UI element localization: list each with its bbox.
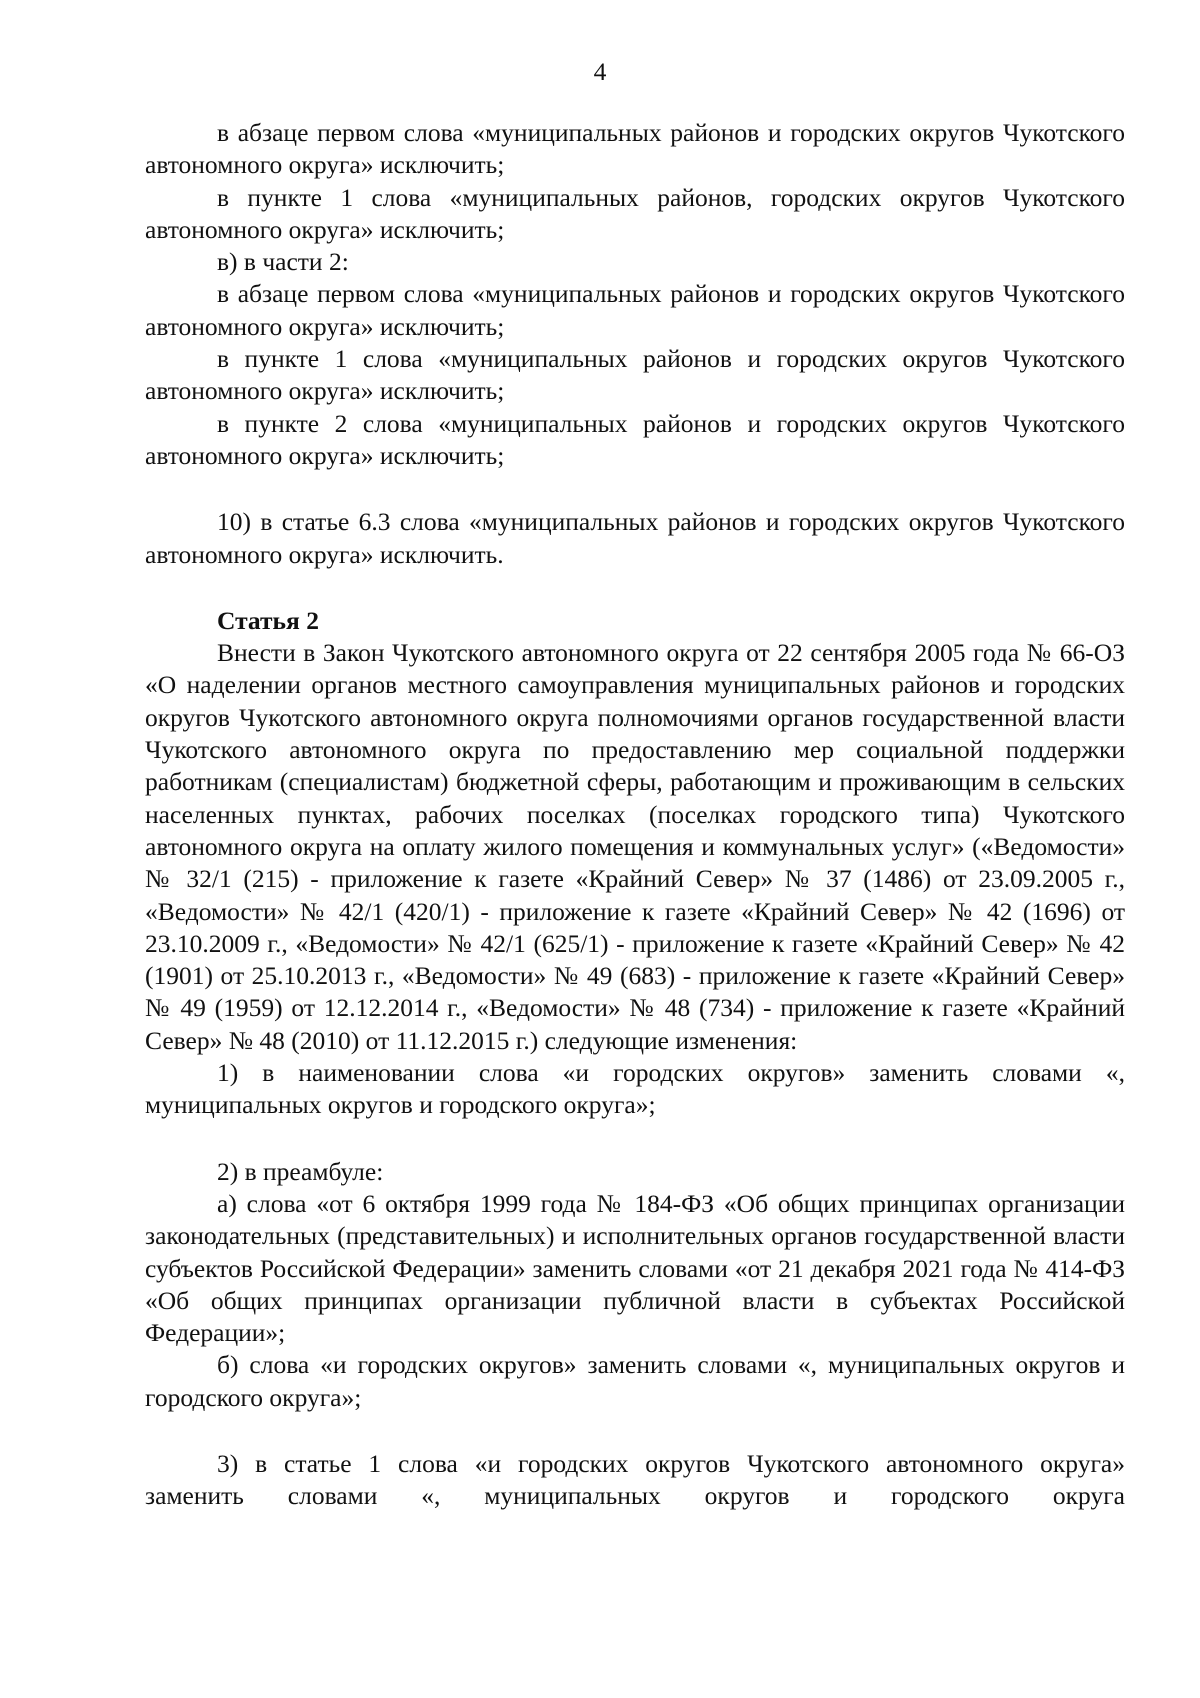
spacer (145, 1122, 1125, 1156)
article-heading: Статья 2 (217, 605, 319, 635)
item-2: 2) в преамбуле: (217, 1156, 384, 1186)
item-10: 10) в статье 6.3 слова «муниципальных районов и городских округов Чукотского автономного округа» исключить. (145, 507, 1125, 569)
spacer (145, 1414, 1125, 1448)
paragraph: в пункте 1 слова «муниципальных районов, городских округов Чукотского автономного округа» исключить; (145, 182, 1125, 244)
item-3: 3) в статье 1 слова «и городских округов Чукотского автономного округа» заменить словами «, муниципальных округов и городского округа (145, 1448, 1125, 1511)
paragraph: в) в части 2: (217, 247, 349, 277)
document-body (145, 117, 1125, 1513)
paragraph: в абзаце первом слова «муниципальных районов и городских округов Чукотского автономного округа» исключить; (145, 118, 1125, 180)
spacer (145, 571, 1125, 605)
paragraph: в абзаце первом слова «муниципальных районов и городских округов Чукотского автономного округа» исключить; (145, 279, 1125, 341)
paragraph: в пункте 2 слова «муниципальных районов и городских округов Чукотского автономного округа» исключить; (145, 408, 1125, 470)
page-number: 4 (593, 57, 607, 86)
item-2b: б) слова «и городских округов» заменить словами «, муниципальных округов и городского округа»; (145, 1350, 1125, 1412)
article-intro: Внести в Закон Чукотского автономного округа от 22 сентября 2005 года № 66-ОЗ «О наделении органов местного самоуправления муниципальных районов и городских округов Чукотского автономного округа полномочиями органов государственной власти Чукотского автономного округа по предоставлению мер социальной поддержки работникам (специалистам) бюджетной сферы, работающим и проживающим в сельских населенных пунктах, рабочих поселках (поселках городского типа) Чукотского автономного округа на оплату жилого помещения и коммунальных услуг» («Ведомости» № 32/1 (215) - приложение к газете «Крайний Север» № 37 (1486) от 23.09.2005 г., «Ведомости» № 42/1 (420/1) - приложение к газете «Крайний Север» № 42 (1696) от 23.10.2009 г., «Ведомости» № 42/1 (625/1) - приложение к газете «Крайний Север» № 42 (1901) от 25.10.2013 г., «Ведомости» № 49 (683) - приложение к газете «Крайний Север» № 49 (1959) от 12.12.2014 г., «Ведомости» № 48 (734) - приложение к газете «Крайний Север» № 48 (2010) от 11.12.2015 г.) следующие изменения: (145, 638, 1125, 1055)
paragraph: в пункте 1 слова «муниципальных районов и городских округов Чукотского автономного округа» исключить; (145, 344, 1125, 406)
item-1: 1) в наименовании слова «и городских округов» заменить словами «, муниципальных округов и городского округа»; (145, 1058, 1125, 1120)
item-2a: а) слова «от 6 октября 1999 года № 184-ФЗ «Об общих принципах организации законодательных (представительных) и исполнительных органов государственной власти субъектов Российской Федерации» заменить словами «от 21 декабря 2021 года № 414-ФЗ «Об общих принципах организации публичной власти в субъектах Российской Федерации»; (145, 1188, 1125, 1348)
spacer (145, 472, 1125, 506)
